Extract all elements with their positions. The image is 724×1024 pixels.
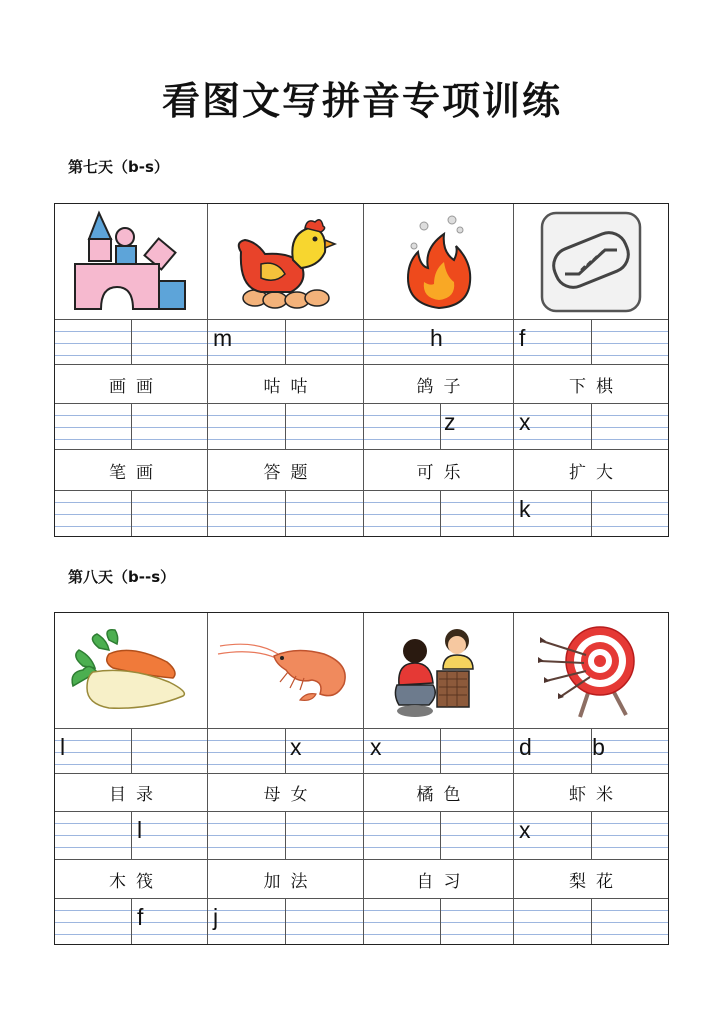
day-8-worksheet [54,612,669,945]
pinyin-row [55,404,668,450]
pinyin-box[interactable] [55,404,208,449]
pinyin-box[interactable] [55,491,208,536]
word-label: 咕咕 [263,376,318,397]
pinyin-box[interactable] [55,729,208,773]
word-label: 画画 [109,376,163,397]
hen-picture [208,204,364,319]
page-title: 看图文写拼音专项训练 [161,78,562,123]
pinyin-row [55,899,668,944]
pinyin-letter: l [60,734,66,760]
pinyin-box[interactable] [514,812,668,859]
archery-target-icon [536,621,646,721]
pinyin-row [55,491,668,536]
pinyin-letter: x [519,409,531,435]
fire-icon [394,212,484,312]
hen-icon [231,212,341,312]
word-label: 目录 [109,785,163,805]
pinyin-letter: x [290,734,302,760]
pinyin-box[interactable] [364,899,514,944]
pinyin-letter: h [430,325,443,351]
pinyin-letter: f [519,325,526,351]
shrimp-picture [208,613,364,728]
word-label: 木筏 [109,871,163,892]
word-label: 加法 [263,871,318,892]
word-label: 笔画 [109,462,163,483]
pinyin-letter: z [444,409,456,435]
pinyin-box[interactable] [208,404,364,449]
pinyin-row [55,729,668,774]
day-7-title: 第七天（b-s） [68,158,169,176]
pinyin-letter: j [213,904,219,930]
pinyin-letter: x [370,734,382,760]
pinyin-letter: k [519,496,531,522]
pinyin-letter: f [137,904,144,930]
pinyin-box[interactable] [208,320,364,364]
pinyin-box[interactable] [208,899,364,944]
pinyin-box[interactable] [364,404,514,449]
pinyin-letter: x [519,817,531,843]
fire-picture [364,204,514,319]
pinyin-box[interactable] [55,899,208,944]
pinyin-letter: d b [519,734,605,760]
picture-row [55,613,668,729]
radish-icon [69,626,193,716]
building-blocks-icon [71,209,191,314]
word-label: 鸽子 [416,376,471,397]
building-blocks-picture [55,204,208,319]
pinyin-box[interactable] [55,812,208,859]
pinyin-letter: m [213,325,233,351]
chess-players-picture [364,613,514,728]
pinyin-box[interactable] [364,729,514,773]
day-8-title: 第八天（b--s） [68,568,176,586]
word-label: 自习 [416,871,471,892]
radish-picture [55,613,208,728]
pinyin-box[interactable] [514,899,668,944]
word-label: 可乐 [416,462,471,483]
word-label: 虾米 [569,785,623,805]
escalator-picture [514,204,668,319]
escalator-icon [539,210,643,314]
word-label: 答题 [263,462,318,483]
words-row [55,774,668,812]
archery-target-picture [514,613,668,728]
pinyin-box[interactable] [364,320,514,364]
pinyin-box[interactable] [208,812,364,859]
pinyin-box[interactable] [208,729,364,773]
pinyin-box[interactable] [514,491,668,536]
pinyin-box[interactable] [364,491,514,536]
word-label: 母女 [263,785,318,805]
word-label: 扩大 [569,462,623,483]
word-label: 下棋 [569,376,623,397]
pinyin-box[interactable] [208,491,364,536]
words-row [55,860,668,899]
words-row [55,450,668,491]
picture-row [55,204,668,320]
pinyin-box[interactable] [364,812,514,859]
pinyin-row [55,812,668,860]
pinyin-box[interactable] [514,729,668,773]
pinyin-letter: l [137,817,143,843]
word-label: 橘色 [416,785,471,805]
day-7-worksheet [54,203,669,537]
word-label: 梨花 [569,871,623,892]
pinyin-row [55,320,668,365]
shrimp-icon [216,636,356,706]
pinyin-box[interactable] [514,404,668,449]
words-row [55,365,668,404]
pinyin-box[interactable] [55,320,208,364]
chess-players-icon [389,621,489,721]
pinyin-box[interactable] [514,320,668,364]
